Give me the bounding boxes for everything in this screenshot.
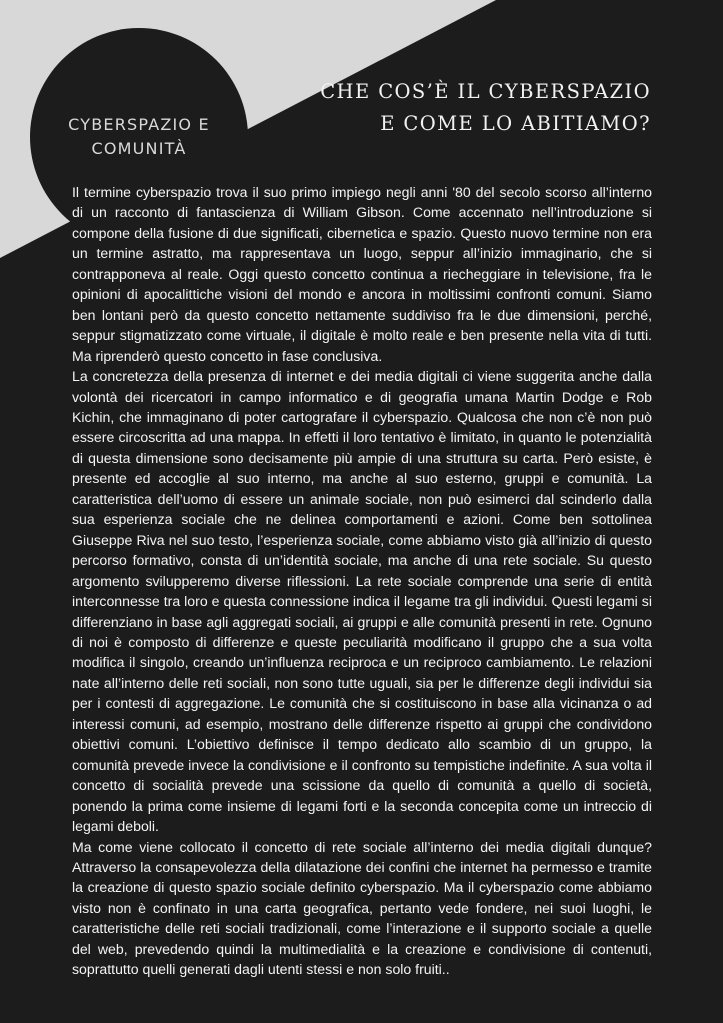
article-paragraph: La concretezza della presenza di internet e dei media digitali ci viene suggerita anche dalla volontà dei ricercatori in campo informatico e di geografia umana Martin Dodge e Rob Kichin, che immaginano di poter cartografare il cyberspazio. Qualcosa che non c’è non può essere circoscritta ad una mappa. In effetti il loro tentativo è limitato, in quanto le potenzialità di questa dimensione sono decisamente più ampie di una struttura su carta. Però esiste, è presente ed accoglie al suo interno, ma anche al suo esterno, gruppi e comunità. La caratteristica dell’uomo di essere un animale sociale, non può esimerci dal scinderlo dalla sua esperienza sociale che ne delinea comportamenti e azioni. Come ben sottolinea Giuseppe Riva nel suo testo, l’esperienza sociale, come abbiamo visto già all’inizio di questo percorso formativo, consta di un’identità sociale, ma anche di una rete sociale. Su questo argomento svilupperemo diverse riflessioni. La rete sociale comprende una serie di entità interconnesse tra loro e questa connessione indica il legame tra gli individui. Questi legami si differenziano in base agli aggregati sociali, ai gruppi e alle comunità presenti in rete. Ognuno di noi è composto di differenze e queste peculiarità modificano il gruppo che a sua volta modifica il singolo, creando un’influenza reciproca e un reciproco cambiamento. Le relazioni nate all’interno delle reti sociali, non sono tutte uguali, sia per le differenze degli individui sia per i contesti di aggregazione. Le comunità che si costituiscono in base alla vicinanza o ad interessi comuni, ad esempio, mostrano delle differenze rispetto ai gruppi che condividono obiettivi comuni. L’obiettivo definisce il tempo dedicato allo scambio di un gruppo, la comunità prevede invece la condivisione e il confronto su tempistiche indefinite. A sua volta il concetto di socialità prevede una scissione da quello di comunità a quello di società, ponendo la prima come insieme di legami forti e la seconda concepita come un intreccio di legami deboli. xyxy=(72,368,652,835)
article-body xyxy=(72,182,652,980)
page-title: CHE COS’È IL CYBERSPAZIO E COME LO ABITIAMO? xyxy=(320,80,651,135)
section-badge-label: CYBERSPAZIO E COMUNITÀ xyxy=(68,115,210,158)
article-paragraph: Ma come viene collocato il concetto di rete sociale all’interno dei media digitali dunque? Attraverso la consapevolezza della dilatazione dei confini che internet ha permesso e tramite la creazione di questo spazio sociale definito cyberspazio. Ma il cyberspazio come abbiamo visto non è confinato in una carta geografica, pertanto vede fondere, nei suoi luoghi, le caratteristiche delle reti sociali tradizionali, come l’interazione e il supporto sociale a quelle del web, prevedendo quindi la multimedialità e la creazione e condivisione di contenuti, soprattutto quelli generati dagli utenti stessi e non solo fruiti.. xyxy=(72,838,652,978)
article-paragraph: Il termine cyberspazio trova il suo primo impiego negli anni '80 del secolo scorso all’interno di un racconto di fantascienza di William Gibson. Come accennato nell’introduzione si compone della fusione di due significati, cibernetica e spazio. Questo nuovo termine non era un termine astratto, ma rappresentava un luogo, seppur all’inizio immaginario, che si contrapponeva al reale. Oggi questo concetto continua a riecheggiare in televisione, fra le opinioni di apocalittiche visioni del mondo e ancora in moltissimi confronti comuni. Siamo ben lontani però da questo concetto nettamente suddiviso fra le due dimensioni, perché, seppur stigmatizzato come virtuale, il digitale è molto reale e ben presente nella vita di tutti. Ma riprenderò questo concetto in fase conclusiva. xyxy=(72,184,652,364)
